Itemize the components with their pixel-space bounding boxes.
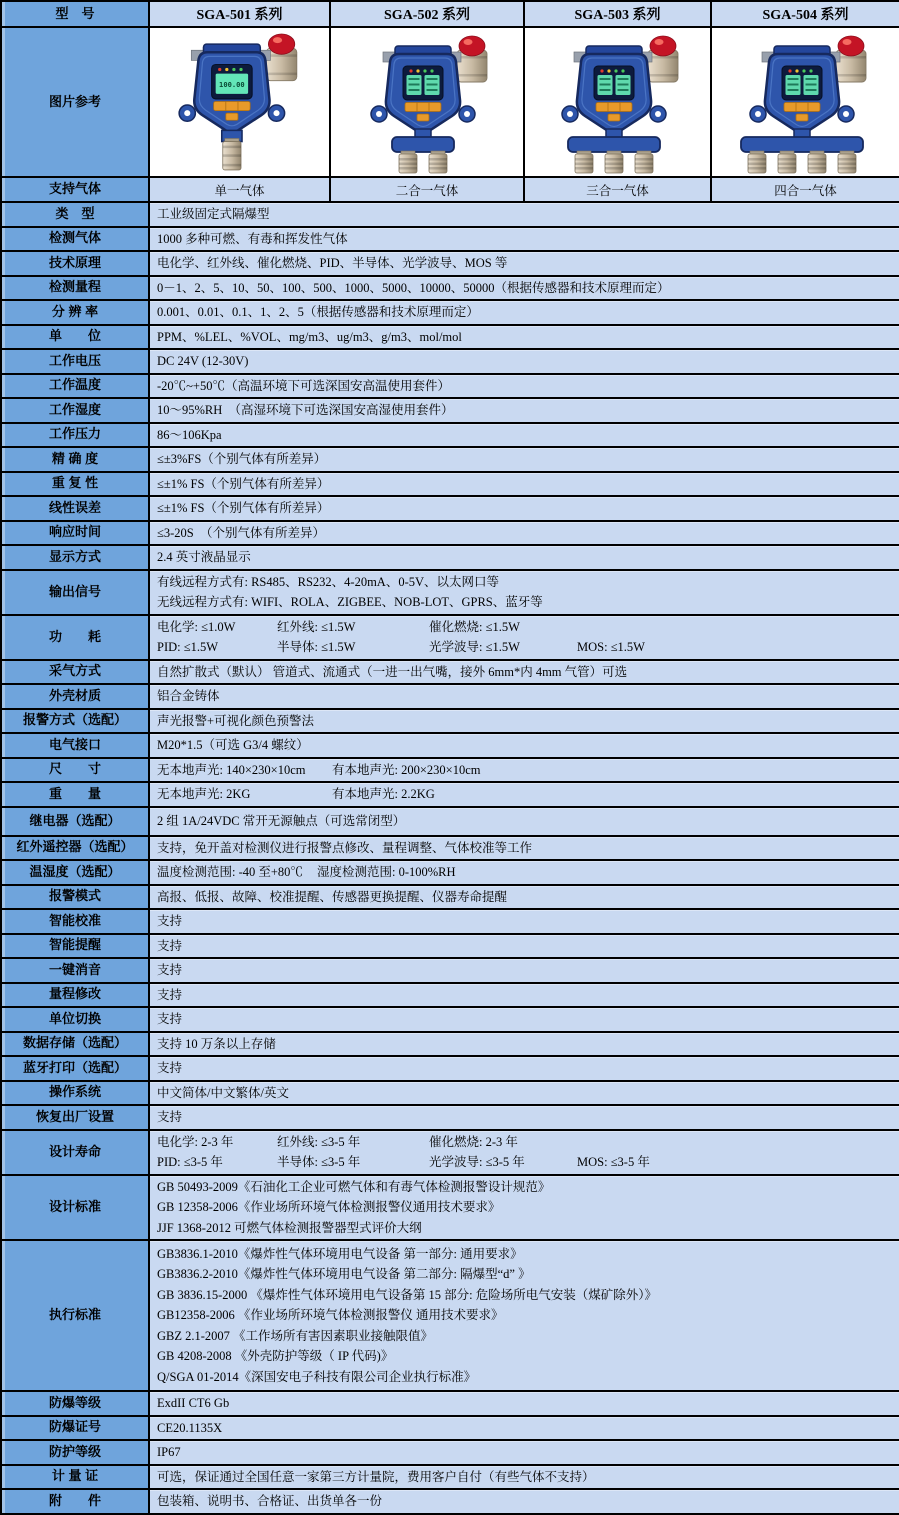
spec-row-label: 设计寿命 bbox=[1, 1130, 149, 1175]
spec-value-segment: 86～106Kpa bbox=[157, 427, 222, 442]
spec-value-segment: 可选，保证通过全国任意一家第三方计量院，费用客户自付（有些气体不支持） bbox=[157, 1469, 595, 1484]
spec-row-value bbox=[149, 496, 899, 521]
spec-row-label: 设计标准 bbox=[1, 1175, 149, 1241]
spec-row bbox=[1, 983, 899, 1008]
spec-value-segment: 声光报警+可视化颜色预警法 bbox=[157, 713, 315, 728]
spec-row-value bbox=[149, 1465, 899, 1490]
spec-row-label: 工作电压 bbox=[1, 349, 149, 374]
spec-row bbox=[1, 615, 899, 660]
spec-value-segment: 0.001、0.01、0.1、1、2、5（根据传感器和技术原理而定） bbox=[157, 305, 479, 319]
spec-row-value bbox=[149, 545, 899, 570]
spec-row-label: 显示方式 bbox=[1, 545, 149, 570]
spec-row bbox=[1, 807, 899, 836]
model-name-sga-504: SGA-504 系列 bbox=[711, 1, 899, 27]
spec-row-value bbox=[149, 1391, 899, 1416]
spec-value-segment: DC 24V (12-30V) bbox=[157, 354, 249, 368]
spec-value-segment: ≤3-20S （个别气体有所差异） bbox=[157, 525, 325, 540]
spec-row bbox=[1, 733, 899, 758]
spec-value-segment: 有本地声光: 2.2KG bbox=[332, 787, 435, 801]
spec-row-value bbox=[149, 958, 899, 983]
spec-row bbox=[1, 472, 899, 497]
spec-row bbox=[1, 251, 899, 276]
spec-value-segment: PID: ≤3-5 年 bbox=[157, 1155, 223, 1169]
spec-value-segment: 半导体: ≤1.5W bbox=[277, 640, 356, 654]
spec-row bbox=[1, 934, 899, 959]
spec-row-label: 防爆证号 bbox=[1, 1416, 149, 1441]
spec-row-value bbox=[149, 276, 899, 301]
spec-value-segment: 电化学: 2-3 年 bbox=[157, 1134, 234, 1149]
spec-value-segment: GB 12358-2006《作业场所环境气体检测报警仪通用技术要求》 bbox=[157, 1200, 501, 1214]
spec-row-value bbox=[149, 684, 899, 709]
spec-row bbox=[1, 496, 899, 521]
spec-row-value bbox=[149, 1440, 899, 1465]
spec-row-value bbox=[149, 885, 899, 910]
spec-row bbox=[1, 1056, 899, 1081]
spec-row-label: 外壳材质 bbox=[1, 684, 149, 709]
spec-row-value bbox=[149, 447, 899, 472]
spec-value-segment: 支持 bbox=[157, 1012, 183, 1026]
spec-value-segment: 催化燃烧: 2-3 年 bbox=[429, 1134, 518, 1149]
spec-value-segment: 电化学: ≤1.0W bbox=[157, 619, 236, 634]
spec-row bbox=[1, 836, 899, 861]
spec-row-value bbox=[149, 202, 899, 227]
spec-row bbox=[1, 570, 899, 615]
product-image-cell-sga-502 bbox=[330, 27, 524, 177]
spec-row-label: 防护等级 bbox=[1, 1440, 149, 1465]
spec-row-label: 附 件 bbox=[1, 1489, 149, 1514]
spec-row-label: 响应时间 bbox=[1, 521, 149, 546]
model-name-sga-501: SGA-501 系列 bbox=[149, 1, 330, 27]
spec-row-label: 精 确 度 bbox=[1, 447, 149, 472]
spec-row-value bbox=[149, 300, 899, 325]
spec-row bbox=[1, 909, 899, 934]
spec-row-label: 功 耗 bbox=[1, 615, 149, 660]
spec-row-label: 重 量 bbox=[1, 782, 149, 807]
spec-row bbox=[1, 202, 899, 227]
spec-value-segment: PPM、%LEL、%VOL、mg/m3、ug/m3、g/m3、mol/mol bbox=[157, 329, 462, 344]
spec-row-label: 数据存储（选配） bbox=[1, 1032, 149, 1057]
spec-value-segment: 无线远程方式有: WIFI、ROLA、ZIGBEE、NOB-LOT、GPRS、蓝牙等 bbox=[157, 595, 543, 609]
spec-row-value bbox=[149, 615, 899, 660]
spec-row-label: 检测量程 bbox=[1, 276, 149, 301]
product-image-cell-sga-501 bbox=[149, 27, 330, 177]
spec-row-value bbox=[149, 325, 899, 350]
spec-row-value bbox=[149, 836, 899, 861]
spec-row-value bbox=[149, 660, 899, 685]
spec-value-segment: 支持 bbox=[157, 963, 183, 977]
spec-row-value bbox=[149, 398, 899, 423]
gas-type-triple: 三合一气体 bbox=[524, 177, 711, 202]
spec-value-segment: 无本地声光: 140×230×10cm bbox=[157, 762, 306, 777]
product-image bbox=[151, 32, 329, 174]
model-name-sga-503: SGA-503 系列 bbox=[524, 1, 711, 27]
gas-type-quad: 四合一气体 bbox=[711, 177, 899, 202]
spec-row-label: 检测气体 bbox=[1, 227, 149, 252]
svg-text:100.00: 100.00 bbox=[218, 79, 245, 89]
spec-value-segment: 光学波导: ≤3-5 年 bbox=[429, 1155, 525, 1169]
spec-row bbox=[1, 1175, 899, 1241]
spec-row-label: 工作湿度 bbox=[1, 398, 149, 423]
spec-value-segment: 铝合金铸体 bbox=[157, 689, 220, 703]
spec-row bbox=[1, 1081, 899, 1106]
spec-row-value bbox=[149, 709, 899, 734]
spec-row bbox=[1, 349, 899, 374]
spec-row bbox=[1, 782, 899, 807]
spec-row-value bbox=[149, 349, 899, 374]
spec-row bbox=[1, 860, 899, 885]
spec-value-segment: 光学波导: ≤1.5W bbox=[429, 640, 520, 654]
spec-value-segment: 支持 bbox=[157, 1110, 183, 1124]
spec-row bbox=[1, 1007, 899, 1032]
spec-row bbox=[1, 374, 899, 399]
spec-value-segment: 包装箱、说明书、合格证、出货单各一份 bbox=[157, 1494, 383, 1508]
spec-row-label: 工作压力 bbox=[1, 423, 149, 448]
spec-row bbox=[1, 1240, 899, 1391]
spec-row bbox=[1, 1440, 899, 1465]
spec-row bbox=[1, 545, 899, 570]
spec-row-label: 重 复 性 bbox=[1, 472, 149, 497]
spec-row-value bbox=[149, 733, 899, 758]
spec-row bbox=[1, 447, 899, 472]
spec-row-value bbox=[149, 909, 899, 934]
product-image-cell-sga-503 bbox=[524, 27, 711, 177]
spec-row-label: 蓝牙打印（选配） bbox=[1, 1056, 149, 1081]
spec-row-label: 尺 寸 bbox=[1, 758, 149, 783]
spec-value-segment: PID: ≤1.5W bbox=[157, 640, 219, 654]
spec-row bbox=[1, 521, 899, 546]
spec-row bbox=[1, 423, 899, 448]
spec-row bbox=[1, 684, 899, 709]
spec-row-label: 线性误差 bbox=[1, 496, 149, 521]
spec-value-segment: 支持 10 万条以上存储 bbox=[157, 1036, 276, 1051]
spec-value-segment: GB 50493-2009《石油化工企业可燃气体和有毒气体检测报警设计规范》 bbox=[157, 1179, 551, 1194]
spec-row bbox=[1, 398, 899, 423]
product-image bbox=[338, 32, 516, 174]
spec-row-label: 操作系统 bbox=[1, 1081, 149, 1106]
spec-row bbox=[1, 300, 899, 325]
gas-type-dual: 二合一气体 bbox=[330, 177, 524, 202]
spec-row-value bbox=[149, 860, 899, 885]
spec-row bbox=[1, 1489, 899, 1514]
spec-row-value bbox=[149, 782, 899, 807]
spec-row-label: 智能提醒 bbox=[1, 934, 149, 959]
spec-row-value bbox=[149, 1007, 899, 1032]
spec-value-segment: 2 组 1A/24VDC 常开无源触点（可选常闭型） bbox=[157, 813, 406, 828]
spec-value-segment: MOS: ≤3-5 年 bbox=[577, 1155, 650, 1169]
spec-row-value bbox=[149, 807, 899, 836]
spec-value-segment: MOS: ≤1.5W bbox=[577, 640, 645, 654]
spec-row bbox=[1, 276, 899, 301]
spec-row-label: 类 型 bbox=[1, 202, 149, 227]
row-label-gas: 支持气体 bbox=[1, 177, 149, 202]
spec-row-value bbox=[149, 1056, 899, 1081]
spec-row bbox=[1, 1465, 899, 1490]
spec-row bbox=[1, 1032, 899, 1057]
spec-row bbox=[1, 758, 899, 783]
spec-value-segment: IP67 bbox=[157, 1445, 181, 1459]
spec-value-segment: 有本地声光: 200×230×10cm bbox=[332, 762, 481, 777]
spec-row-value bbox=[149, 227, 899, 252]
spec-value-segment: 有线远程方式有: RS485、RS232、4-20mA、0-5V、以太网口等 bbox=[157, 574, 500, 589]
spec-value-segment: GB 4208-2008 《外壳防护等级（ IP 代码)》 bbox=[157, 1349, 394, 1364]
spec-value-segment: 支持 bbox=[157, 1061, 183, 1075]
spec-row-value bbox=[149, 521, 899, 546]
spec-value-segment: GB3836.1-2010《爆炸性气体环境用电气设备 第一部分: 通用要求》 bbox=[157, 1246, 523, 1261]
spec-row-label: 防爆等级 bbox=[1, 1391, 149, 1416]
spec-value-segment: ExdII CT6 Gb bbox=[157, 1396, 230, 1410]
spec-row-label: 工作温度 bbox=[1, 374, 149, 399]
spec-value-segment: 高报、低报、故障、校准提醒、传感器更换提醒、仪器寿命提醒 bbox=[157, 889, 508, 904]
spec-row-label: 报警模式 bbox=[1, 885, 149, 910]
spec-value-segment: 支持 bbox=[157, 914, 183, 928]
spec-value-segment: GB 3836.15-2000 《爆炸性气体环境用电气设备第 15 部分: 危险场所电气安装（煤矿除外）》 bbox=[157, 1287, 658, 1302]
spec-value-segment: M20*1.5（可选 G3/4 螺纹） bbox=[157, 738, 309, 752]
spec-value-segment: 湿度检测范围: 0-100%RH bbox=[317, 865, 456, 879]
spec-value-segment: GBZ 2.1-2007 《工作场所有害因素职业接触限值》 bbox=[157, 1328, 434, 1343]
model-name-sga-502: SGA-502 系列 bbox=[330, 1, 524, 27]
spec-row-label: 电气接口 bbox=[1, 733, 149, 758]
spec-value-segment: GB12358-2006 《作业场所环境气体检测报警仪 通用技术要求》 bbox=[157, 1308, 504, 1323]
supported-gas-row bbox=[1, 177, 899, 202]
spec-value-segment: -20℃~+50℃（高温环境下可选深国安高温使用套件） bbox=[157, 378, 450, 393]
spec-value-segment: 支持 bbox=[157, 987, 183, 1002]
spec-row-value bbox=[149, 1240, 899, 1391]
spec-value-segment: ≤±1% FS（个别气体有所差异） bbox=[157, 501, 330, 515]
spec-row-label: 计 量 证 bbox=[1, 1465, 149, 1490]
spec-row-label: 分 辨 率 bbox=[1, 300, 149, 325]
spec-row bbox=[1, 660, 899, 685]
spec-row-label: 红外遥控器（选配） bbox=[1, 836, 149, 861]
spec-row bbox=[1, 1391, 899, 1416]
spec-row-value bbox=[149, 1416, 899, 1441]
spec-row-label: 采气方式 bbox=[1, 660, 149, 685]
spec-row-value bbox=[149, 1105, 899, 1130]
spec-row-value bbox=[149, 1175, 899, 1241]
spec-row-value bbox=[149, 983, 899, 1008]
spec-value-segment: GB3836.2-2010《爆炸性气体环境用电气设备 第二部分: 隔爆型“d” 》 bbox=[157, 1267, 531, 1282]
spec-row bbox=[1, 1416, 899, 1441]
spec-value-segment: 无本地声光: 2KG bbox=[157, 787, 251, 801]
spec-row-value bbox=[149, 374, 899, 399]
spec-row-label: 继电器（选配） bbox=[1, 807, 149, 836]
spec-value-segment: 电化学、红外线、催化燃烧、PID、半导体、光学波导、MOS 等 bbox=[157, 256, 508, 270]
spec-row-value bbox=[149, 423, 899, 448]
spec-row-label: 单 位 bbox=[1, 325, 149, 350]
spec-value-segment: 支持 bbox=[157, 938, 183, 953]
spec-row bbox=[1, 885, 899, 910]
spec-row-value bbox=[149, 758, 899, 783]
spec-row-value bbox=[149, 570, 899, 615]
gas-type-single: 单一气体 bbox=[149, 177, 330, 202]
spec-value-segment: 1000 多种可燃、有毒和挥发性气体 bbox=[157, 231, 348, 246]
spec-row bbox=[1, 958, 899, 983]
spec-value-segment: 0－1、2、5、10、50、100、500、1000、5000、10000、50000（根据传感器和技术原理而定） bbox=[157, 280, 670, 295]
product-image bbox=[717, 32, 895, 174]
row-label-image: 图片参考 bbox=[1, 27, 149, 177]
spec-row bbox=[1, 1130, 899, 1175]
spec-row-label: 输出信号 bbox=[1, 570, 149, 615]
model-header-row bbox=[1, 1, 899, 27]
spec-row-label: 单位切换 bbox=[1, 1007, 149, 1032]
spec-row-value bbox=[149, 1489, 899, 1514]
spec-value-segment: CE20.1135X bbox=[157, 1420, 223, 1435]
spec-value-segment: 10～95%RH （高湿环境下可选深国安高湿使用套件） bbox=[157, 403, 454, 417]
spec-value-segment: ≤±1% FS（个别气体有所差异） bbox=[157, 476, 330, 491]
spec-row-label: 报警方式（选配） bbox=[1, 709, 149, 734]
spec-row-label: 一键消音 bbox=[1, 958, 149, 983]
spec-row bbox=[1, 709, 899, 734]
spec-value-segment: 支持，免开盖对检测仪进行报警点修改、量程调整、气体校准等工作 bbox=[157, 840, 533, 855]
spec-value-segment: 温度检测范围: -40 至+80℃ bbox=[157, 865, 303, 879]
spec-value-segment: 2.4 英寸液晶显示 bbox=[157, 550, 251, 564]
spec-row bbox=[1, 325, 899, 350]
spec-row-value bbox=[149, 1081, 899, 1106]
spec-row bbox=[1, 227, 899, 252]
spec-value-segment: JJF 1368-2012 可燃气体检测报警器型式评价大纲 bbox=[157, 1220, 422, 1235]
spec-row-label: 智能校准 bbox=[1, 909, 149, 934]
product-image bbox=[529, 32, 707, 174]
spec-row-label: 恢复出厂设置 bbox=[1, 1105, 149, 1130]
image-reference-row bbox=[1, 27, 899, 177]
spec-row-label: 执行标准 bbox=[1, 1240, 149, 1391]
spec-row-value bbox=[149, 472, 899, 497]
spec-row-value bbox=[149, 934, 899, 959]
spec-row bbox=[1, 1105, 899, 1130]
spec-value-segment: 红外线: ≤1.5W bbox=[277, 619, 356, 634]
spec-row-label: 温湿度（选配） bbox=[1, 860, 149, 885]
spec-row-label: 技术原理 bbox=[1, 251, 149, 276]
spec-value-segment: 工业级固定式隔爆型 bbox=[157, 207, 270, 221]
row-label-model: 型 号 bbox=[1, 1, 149, 27]
spec-row-value bbox=[149, 1130, 899, 1175]
product-image-cell-sga-504 bbox=[711, 27, 899, 177]
spec-value-segment: 红外线: ≤3-5 年 bbox=[277, 1134, 361, 1149]
spec-value-segment: 自然扩散式（默认） 管道式、流通式（一进一出气嘴，接外 6mm*内 4mm 气管）可选 bbox=[157, 664, 628, 679]
spec-value-segment: 半导体: ≤3-5 年 bbox=[277, 1155, 361, 1169]
spec-value-segment: Q/SGA 01-2014《深国安电子科技有限公司企业执行标准》 bbox=[157, 1369, 477, 1384]
spec-value-segment: 中文简体/中文繁体/英文 bbox=[157, 1085, 289, 1100]
spec-value-segment: ≤±3%FS（个别气体有所差异） bbox=[157, 452, 327, 466]
spec-row-label: 量程修改 bbox=[1, 983, 149, 1008]
spec-row-value bbox=[149, 1032, 899, 1057]
spec-value-segment: 催化燃烧: ≤1.5W bbox=[429, 619, 520, 634]
spec-row-value bbox=[149, 251, 899, 276]
